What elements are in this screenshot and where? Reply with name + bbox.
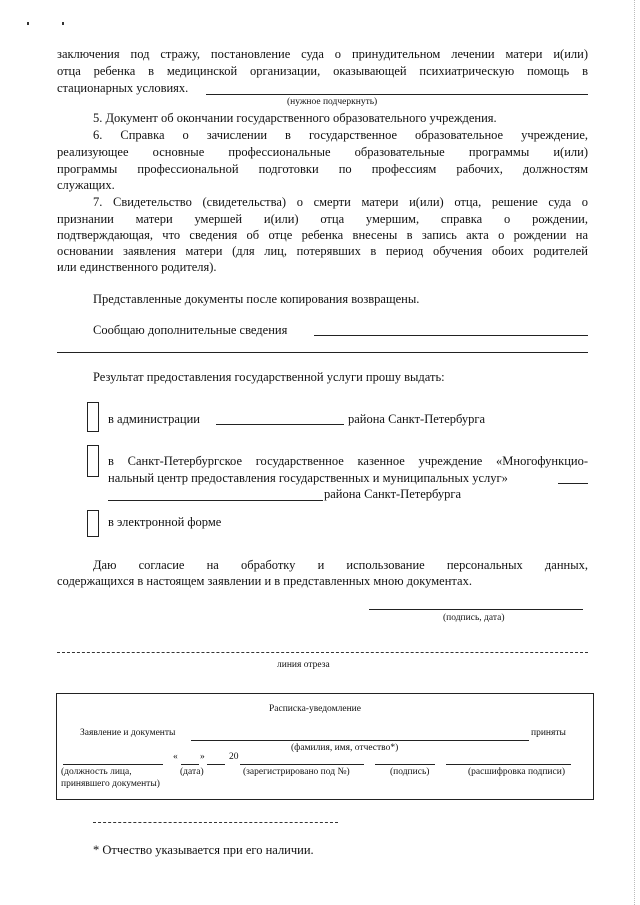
cut-line xyxy=(57,652,588,653)
scan-edge xyxy=(634,0,636,905)
receipt-day-field[interactable] xyxy=(181,764,199,765)
footnote: * Отчество указывается при его наличии. xyxy=(93,843,314,857)
additional-info-field-2[interactable] xyxy=(57,352,588,353)
para-line: отца ребенка в медицинской организации, оказывающей психиатрическую помощь в xyxy=(57,64,588,78)
receipt-decode-caption: (расшифровка подписи) xyxy=(468,767,565,777)
receipt-accepted: приняты xyxy=(531,728,566,738)
list-item-6: 6. Справка о зачислении в государственное образовательное учреждение, xyxy=(93,128,588,142)
para-line: стационарных условиях. xyxy=(57,81,189,95)
list-item-7: 7. Свидетельство (свидетельства) о смерти матери и(или) отца, решение суда о xyxy=(93,195,588,209)
receipt-position-caption: принявшего документы) xyxy=(61,779,160,789)
mfc-district-field[interactable] xyxy=(108,500,323,501)
list-item-7: основании заявления матери (для лиц, потерявших в период обучения обоих родителей xyxy=(57,244,588,258)
list-item-6: реализующее основные профессиональные образовательные программы и(или) xyxy=(57,145,588,159)
option-mfc-label: нальный центр предоставления государственных и муниципальных услуг» xyxy=(108,471,508,485)
scan-mark xyxy=(27,22,29,25)
consent-text: Даю согласие на обработку и использование персональных данных, xyxy=(93,558,588,572)
list-item-7: или единственного родителя). xyxy=(57,260,217,274)
cut-line-label: линия отреза xyxy=(277,660,330,670)
district-field[interactable] xyxy=(216,424,344,425)
signature-caption: (подпись, дата) xyxy=(443,613,505,623)
receipt-date-close: » xyxy=(200,752,205,762)
scan-mark xyxy=(62,22,64,25)
option-electronic-label: в электронной форме xyxy=(108,515,222,529)
receipt-date-open: « xyxy=(173,752,178,762)
receipt-sign-caption: (подпись) xyxy=(390,767,430,777)
option-mfc-suffix: района Санкт-Петербурга xyxy=(324,487,462,501)
list-item-6: служащих. xyxy=(57,178,115,192)
option-administration-suffix: района Санкт-Петербурга xyxy=(348,412,486,426)
option-mfc-label: в Санкт-Петербургское государственное казенное учреждение «Многофункцио- xyxy=(108,454,588,468)
list-item-7: признании матери умершей и(или) отца умершим, справка о рождении, xyxy=(57,212,588,226)
receipt-position-field[interactable] xyxy=(63,764,163,765)
additional-info-label: Сообщаю дополнительные сведения xyxy=(93,323,288,337)
receipt-reg-caption: (зарегистрировано под №) xyxy=(243,767,350,777)
checkbox-mfc[interactable] xyxy=(87,445,99,477)
checkbox-administration[interactable] xyxy=(87,402,99,432)
receipt-reg-field[interactable] xyxy=(240,764,364,765)
receipt-month-field[interactable] xyxy=(207,764,225,765)
fill-line xyxy=(206,94,588,95)
mfc-field-1[interactable] xyxy=(558,483,588,484)
receipt-sign-field[interactable] xyxy=(375,764,435,765)
list-item-5: 5. Документ об окончании государственного образовательного учреждения. xyxy=(93,111,497,125)
footnote-separator xyxy=(93,822,338,823)
receipt-position-caption: (должность лица, xyxy=(61,767,132,777)
list-item-6: программы профессиональной подготовки по профессиям рабочих, должностям xyxy=(57,162,588,176)
receipt-box xyxy=(56,693,594,800)
receipt-title: Расписка-уведомление xyxy=(269,704,361,714)
signature-field[interactable] xyxy=(369,609,583,610)
receipt-docs-label: Заявление и документы xyxy=(80,728,176,738)
option-administration-label: в администрации xyxy=(108,412,200,426)
receipt-date-caption: (дата) xyxy=(180,767,204,777)
checkbox-electronic[interactable] xyxy=(87,510,99,537)
receipt-year: 20 xyxy=(229,752,239,762)
additional-info-field[interactable] xyxy=(314,335,588,336)
receipt-decode-field[interactable] xyxy=(446,764,571,765)
receipt-fio-caption: (фамилия, имя, отчество*) xyxy=(291,743,399,753)
caption-underline-choice: (нужное подчеркнуть) xyxy=(287,97,378,107)
list-item-7: подтверждающая, что сведения об отце ребенка внесены в запись акта о рождении на xyxy=(57,228,588,242)
returned-docs-text: Представленные документы после копирования возвращены. xyxy=(93,292,420,306)
receipt-fio-field[interactable] xyxy=(191,740,529,741)
result-heading: Результат предоставления государственной услуги прошу выдать: xyxy=(93,370,445,384)
consent-text: содержащихся в настоящем заявлении и в представленных мною документах. xyxy=(57,574,472,588)
para-line: заключения под стражу, постановление суда о принудительном лечении матери и(или) xyxy=(57,47,588,61)
